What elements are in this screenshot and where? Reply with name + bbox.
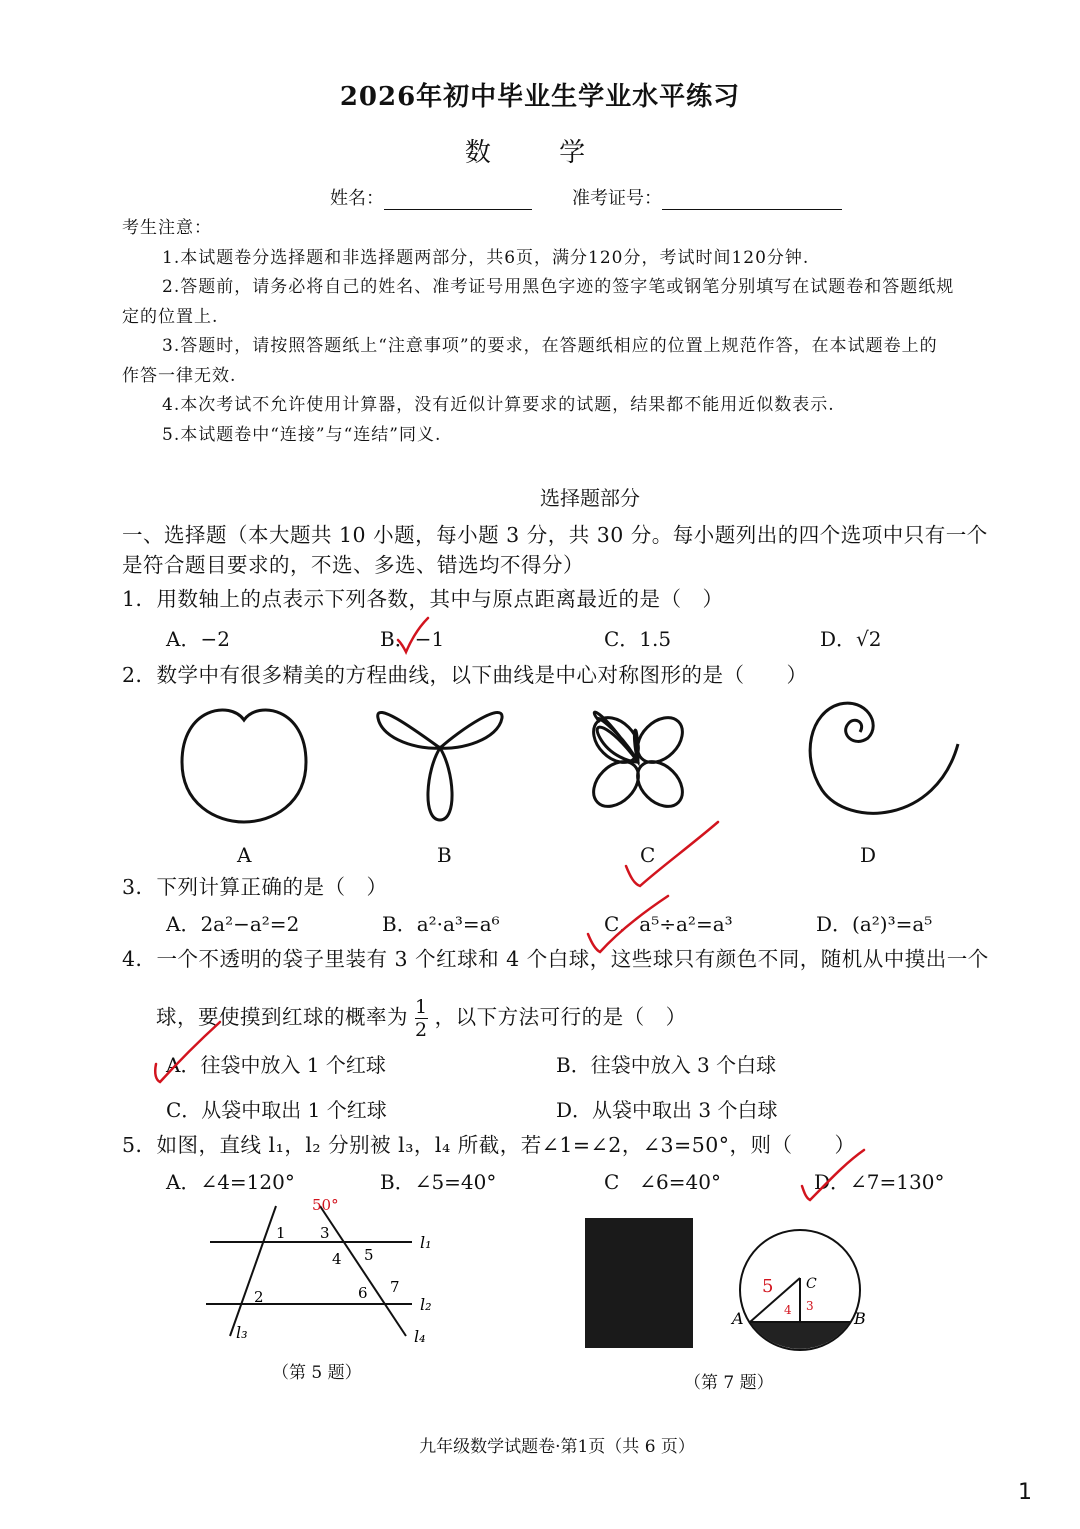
q2-label-a[interactable]: A <box>237 843 252 867</box>
q4-fraction <box>415 996 428 1041</box>
q5-option-b[interactable]: B．∠5=40° <box>380 1170 497 1194</box>
curve-a <box>182 710 306 822</box>
exam-id-blank[interactable] <box>662 191 842 210</box>
notice-item: 作答一律无效. <box>122 365 237 386</box>
line-label-l2: l₂ <box>420 1295 432 1314</box>
q5-option-a[interactable]: A．∠4=120° <box>166 1170 295 1194</box>
q2-curves <box>160 700 980 830</box>
line-label-l3: l₃ <box>236 1323 248 1342</box>
section-title: 选择题部分 <box>540 486 640 510</box>
curve-b <box>378 712 502 820</box>
angle-label-1: 1 <box>276 1224 286 1242</box>
q4-stem-line2 <box>156 996 687 1041</box>
handwritten-5: 5 <box>762 1276 774 1297</box>
q4-option-b[interactable]: B．往袋中放入 3 个白球 <box>556 1053 777 1077</box>
q4-frac-den: 2 <box>415 1019 428 1041</box>
part1-line2: 是符合题目要求的，不选、多选、错选均不得分） <box>122 553 584 577</box>
footer-text: 九年级数学试题卷·第1页（共 6 页） <box>419 1437 695 1457</box>
q4-stem-part1: 球，要使摸到红球的概率为 <box>156 1005 408 1029</box>
figure-7-photo <box>585 1218 693 1348</box>
q2-label-c[interactable]: C <box>640 843 656 867</box>
q2-label-d[interactable]: D <box>860 843 877 867</box>
subject-title: 数 学 <box>464 138 616 168</box>
name-field[interactable] <box>330 184 532 210</box>
q3-option-a[interactable]: A．2a²−a²=2 <box>166 912 300 936</box>
figure-7 <box>722 1212 882 1372</box>
notice-item: 3.答题时，请按照答题纸上“注意事项”的要求，在答题纸相应的位置上规范作答，在本试题卷上的 <box>162 336 938 356</box>
point-a-label: A <box>732 1309 744 1328</box>
q1-option-d[interactable]: D．√2 <box>820 627 882 651</box>
line-label-l1: l₁ <box>420 1233 432 1252</box>
notice-item: 4.本次考试不允许使用计算器，没有近似计算要求的试题，结果都不能用近似数表示. <box>162 395 835 415</box>
figure-5-caption: （第 5 题） <box>272 1363 362 1383</box>
part1-line1: 一、选择题（本大题共 10 小题，每小题 3 分，共 30 分。每小题列出的四个选项中只有一个 <box>122 523 988 547</box>
exam-id-field[interactable] <box>572 184 842 210</box>
notice-block <box>122 214 1052 450</box>
figure-7-caption: （第 7 题） <box>684 1373 774 1393</box>
handwritten-4: 4 <box>784 1303 792 1317</box>
figure-5 <box>200 1196 450 1356</box>
notice-item: 5.本试题卷中“连接”与“连结”同义. <box>162 424 442 445</box>
line-label-l4: l₄ <box>414 1327 426 1346</box>
angle-label-4: 4 <box>332 1250 342 1268</box>
angle-label-3: 3 <box>320 1224 330 1242</box>
q2-stem: 2．数学中有很多精美的方程曲线，以下曲线是中心对称图形的是（ ） <box>122 663 808 687</box>
angle-label-2: 2 <box>254 1288 264 1306</box>
handwritten-3: 3 <box>806 1299 814 1313</box>
notice-heading: 考生注意： <box>122 218 212 238</box>
q4-stem-line1: 4．一个不透明的袋子里装有 3 个红球和 4 个白球，这些球只有颜色不同，随机从中摸出一个 <box>122 947 989 971</box>
notice-item: 定的位置上. <box>122 306 219 327</box>
q4-option-a[interactable]: A．往袋中放入 1 个红球 <box>166 1053 386 1077</box>
name-label: 姓名： <box>330 188 384 209</box>
q1-option-a[interactable]: A．−2 <box>166 627 230 651</box>
q3-option-b[interactable]: B．a²·a³=a⁶ <box>382 912 500 936</box>
q5-option-d[interactable]: D．∠7=130° <box>814 1170 945 1194</box>
q5-stem: 5．如图，直线 l₁，l₂ 分别被 l₃，l₄ 所截，若∠1=∠2，∠3=50°，则（ ） <box>122 1133 856 1157</box>
handwritten-50: 50° <box>312 1196 339 1214</box>
angle-label-6: 6 <box>358 1284 368 1302</box>
q4-option-c[interactable]: C．从袋中取出 1 个红球 <box>166 1098 387 1122</box>
q3-option-c[interactable]: C．a⁵÷a²=a³ <box>604 912 733 936</box>
part1-instructions <box>122 520 1062 580</box>
page-number: 1 <box>1018 1480 1032 1505</box>
q4-option-d[interactable]: D．从袋中取出 3 个白球 <box>556 1098 778 1122</box>
notice-item: 1.本试题卷分选择题和非选择题两部分，共6页，满分120分，考试时间120分钟. <box>162 247 810 268</box>
q2-label-b[interactable]: B <box>437 843 452 867</box>
page-title: 2026年初中毕业生学业水平练习 <box>339 82 741 112</box>
notice-item: 2.答题前，请务必将自己的姓名、准考证号用黑色字迹的签字笔或钢笔分别填写在试题卷和答题纸规 <box>162 277 955 297</box>
angle-label-5: 5 <box>364 1246 374 1264</box>
name-blank[interactable] <box>384 191 532 210</box>
q4-stem-part2: ，以下方法可行的是（ ） <box>434 1005 687 1029</box>
point-b-label: B <box>854 1309 866 1328</box>
curve-d <box>810 703 958 813</box>
q1-option-c[interactable]: C．1.5 <box>604 627 672 651</box>
q4-frac-num: 1 <box>415 996 428 1018</box>
angle-label-7: 7 <box>390 1278 400 1296</box>
q1-option-b[interactable]: B．−1 <box>380 627 445 651</box>
q3-stem: 3．下列计算正确的是（ ） <box>122 875 388 899</box>
q1-stem: 1．用数轴上的点表示下列各数，其中与原点距离最近的是（ ） <box>122 587 724 611</box>
point-c-label: C <box>806 1276 817 1292</box>
exam-id-label: 准考证号： <box>572 188 662 209</box>
q3-option-d[interactable]: D．(a²)³=a⁵ <box>816 912 933 936</box>
curve-c <box>585 709 691 815</box>
q5-option-c[interactable]: C ∠6=40° <box>604 1170 721 1194</box>
